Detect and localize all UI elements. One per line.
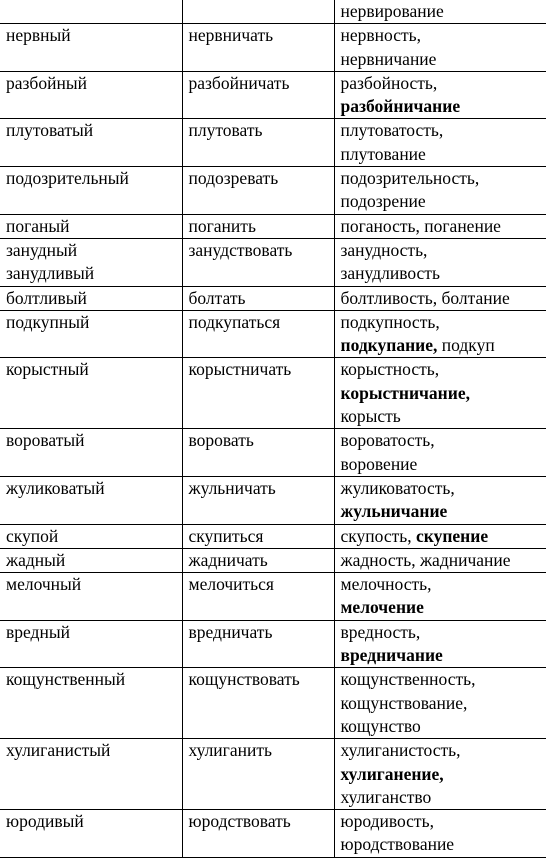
- verb-cell: [182, 620, 334, 668]
- verb-cell-line: поганить: [188, 215, 256, 236]
- adjective-cell: [0, 119, 182, 167]
- verb-cell-line: кощунствовать: [188, 669, 300, 690]
- noun-cell-line: [341, 119, 542, 142]
- noun-cell-line: [341, 477, 542, 500]
- table-row: [0, 71, 546, 119]
- highlighted-noun: корыстничание,: [340, 382, 470, 403]
- adjective-cell: [0, 524, 182, 548]
- noun-cell-line: [341, 358, 542, 381]
- noun-text: поганость, поганение: [340, 215, 501, 236]
- noun-cell-line: [341, 573, 542, 596]
- adjective-cell: [0, 310, 182, 358]
- verb-cell-line: хулиганить: [188, 740, 272, 761]
- verb-cell: [182, 71, 334, 119]
- adjective-cell: [0, 668, 182, 739]
- adjective-cell: [0, 573, 182, 621]
- table-row: [0, 167, 546, 215]
- noun-text: подкуп: [437, 335, 495, 356]
- noun-cell-line: [341, 334, 542, 357]
- noun-cell-line: [341, 239, 542, 262]
- adjective-cell: [0, 0, 182, 24]
- noun-cell-line: [341, 382, 542, 405]
- highlighted-noun: вредничание: [340, 645, 443, 666]
- table-row: [0, 810, 546, 858]
- verb-cell: [182, 810, 334, 858]
- verb-cell-line: жадничать: [188, 549, 268, 570]
- noun-text: занудность,: [340, 239, 428, 260]
- adjective-cell-line: мелочный: [6, 574, 82, 595]
- highlighted-noun: хулиганение,: [340, 763, 444, 784]
- noun-text: жадность, жадничание: [340, 549, 511, 570]
- verb-cell: [182, 429, 334, 477]
- noun-cell-line: [341, 739, 542, 762]
- highlighted-noun: подкупание,: [340, 335, 438, 356]
- verb-cell-line: жульничать: [188, 477, 276, 498]
- noun-cell: [334, 524, 546, 548]
- noun-cell-line: [341, 833, 542, 856]
- adjective-cell: [0, 810, 182, 858]
- noun-cell-line: [341, 24, 542, 47]
- noun-text: плутование: [340, 143, 426, 164]
- verb-cell: [182, 358, 334, 429]
- adjective-cell-line: подозрительный: [6, 168, 129, 189]
- verb-cell-line: юродствовать: [188, 811, 291, 832]
- noun-cell-line: [341, 143, 542, 166]
- noun-cell-line: [341, 48, 542, 71]
- adjective-cell-line: занудный: [6, 239, 78, 260]
- highlighted-noun: скупение: [415, 525, 489, 546]
- verb-cell-line: болтать: [188, 287, 246, 308]
- verb-cell: [182, 524, 334, 548]
- verb-cell-line: вредничать: [188, 621, 273, 642]
- adjective-cell-line: юродивый: [6, 811, 84, 832]
- noun-text: кощунствование,: [340, 692, 468, 713]
- noun-text: болтливость, болтание: [340, 287, 510, 308]
- noun-cell: [334, 358, 546, 429]
- noun-text: вредность,: [340, 621, 421, 642]
- noun-cell: [334, 739, 546, 810]
- noun-text: занудливость: [340, 263, 440, 284]
- adjective-cell: [0, 620, 182, 668]
- noun-text: подозрительность,: [340, 168, 480, 189]
- table-row: [0, 238, 546, 286]
- verb-cell-line: плутовать: [188, 120, 263, 141]
- highlighted-noun: мелочение: [340, 597, 424, 618]
- adjective-cell: [0, 71, 182, 119]
- noun-text: корысть: [340, 406, 401, 427]
- adjective-cell-line: вредный: [6, 621, 70, 642]
- noun-text: мелочность,: [340, 574, 432, 595]
- noun-text: юродствование: [340, 834, 455, 855]
- verb-cell-line: разбойничать: [188, 72, 290, 93]
- verb-cell: [182, 238, 334, 286]
- adjective-cell: [0, 358, 182, 429]
- noun-cell-line: [341, 644, 542, 667]
- adjective-cell-line: занудливый: [6, 263, 95, 284]
- adjective-cell-line: болтливый: [6, 287, 87, 308]
- verb-cell: [182, 119, 334, 167]
- adjective-cell: [0, 24, 182, 72]
- noun-cell-line: [341, 0, 542, 23]
- verb-cell-line: подкупаться: [188, 311, 281, 332]
- noun-cell-line: [341, 549, 542, 572]
- noun-cell-line: [341, 72, 542, 95]
- noun-text: подкупность,: [340, 311, 440, 332]
- noun-cell-line: [341, 810, 542, 833]
- noun-cell-line: [341, 429, 542, 452]
- table-row: [0, 668, 546, 739]
- noun-cell: [334, 620, 546, 668]
- noun-text: нервирование: [340, 1, 444, 21]
- noun-cell: [334, 429, 546, 477]
- adjective-cell-line: разбойный: [6, 72, 87, 93]
- noun-text: юродивость,: [340, 811, 434, 832]
- noun-cell: [334, 668, 546, 739]
- table-row: [0, 358, 546, 429]
- noun-text: кощунство: [340, 715, 421, 736]
- verb-cell-line: воровать: [188, 430, 254, 451]
- noun-cell-line: [341, 95, 542, 118]
- verb-cell-line: скупиться: [188, 525, 264, 546]
- table-row: [0, 739, 546, 810]
- noun-cell: [334, 810, 546, 858]
- adjective-cell: [0, 167, 182, 215]
- noun-cell-line: [341, 167, 542, 190]
- verb-cell: [182, 167, 334, 215]
- table-row: [0, 214, 546, 238]
- noun-text: плутоватость,: [340, 120, 444, 141]
- noun-text: кощунственность,: [340, 669, 476, 690]
- table-row: [0, 429, 546, 477]
- adjective-cell: [0, 286, 182, 310]
- adjective-cell-line: жадный: [6, 549, 66, 570]
- noun-cell-line: [341, 692, 542, 715]
- noun-cell-line: [341, 668, 542, 691]
- noun-text: скупость,: [340, 525, 416, 546]
- noun-cell-line: [341, 621, 542, 644]
- noun-cell: [334, 0, 546, 24]
- adjective-cell: [0, 548, 182, 572]
- adjective-cell-line: хулиганистый: [6, 740, 111, 761]
- adjective-cell: [0, 214, 182, 238]
- verb-cell-line: корыстничать: [188, 359, 292, 380]
- adjective-cell-line: корыстный: [6, 359, 89, 380]
- table-row: [0, 573, 546, 621]
- table-row: [0, 286, 546, 310]
- adjective-cell-line: нервный: [6, 25, 71, 46]
- noun-cell: [334, 310, 546, 358]
- noun-cell: [334, 476, 546, 524]
- adjective-cell-line: подкупный: [6, 311, 90, 332]
- adjective-cell-line: плутоватый: [6, 120, 94, 141]
- noun-text: хулиганство: [340, 786, 432, 807]
- table-row: [0, 548, 546, 572]
- verb-cell: [182, 286, 334, 310]
- noun-cell: [334, 119, 546, 167]
- noun-cell-line: [341, 190, 542, 213]
- adjective-cell-line: вороватый: [6, 430, 85, 451]
- noun-cell: [334, 548, 546, 572]
- highlighted-noun: разбойничание: [340, 96, 461, 117]
- table-row: [0, 310, 546, 358]
- noun-text: воровение: [340, 453, 418, 474]
- noun-cell-line: [341, 596, 542, 619]
- noun-cell: [334, 24, 546, 72]
- noun-text: подозрение: [340, 191, 426, 212]
- adjective-cell: [0, 739, 182, 810]
- verb-cell-line: занудствовать: [188, 239, 293, 260]
- verb-cell: [182, 668, 334, 739]
- noun-cell-line: [341, 525, 542, 548]
- noun-cell-line: [341, 405, 542, 428]
- noun-text: жуликоватость,: [340, 477, 455, 498]
- adjective-cell: [0, 476, 182, 524]
- noun-text: нервничание: [340, 48, 437, 69]
- verb-cell: [182, 476, 334, 524]
- noun-cell: [334, 238, 546, 286]
- noun-cell: [334, 214, 546, 238]
- adjective-cell-line: жуликоватый: [6, 477, 105, 498]
- adjective-cell-line: поганый: [6, 215, 70, 236]
- adjective-cell: [0, 238, 182, 286]
- adjective-cell-line: скупой: [6, 525, 59, 546]
- noun-text: разбойность,: [340, 72, 438, 93]
- verb-cell: [182, 548, 334, 572]
- noun-text: хулиганистость,: [340, 740, 461, 761]
- verb-cell: [182, 0, 334, 24]
- table-row: [0, 119, 546, 167]
- noun-cell-line: [341, 786, 542, 809]
- verb-cell: [182, 310, 334, 358]
- noun-cell-line: [341, 763, 542, 786]
- table-row: [0, 0, 546, 24]
- noun-cell-line: [341, 287, 542, 310]
- noun-text: нервность,: [340, 25, 421, 46]
- adjective-cell: [0, 429, 182, 477]
- noun-text: вороватость,: [340, 430, 435, 451]
- noun-cell-line: [341, 262, 542, 285]
- table-row: [0, 620, 546, 668]
- noun-cell-line: [341, 311, 542, 334]
- verb-cell-line: нервничать: [188, 25, 274, 46]
- noun-cell: [334, 573, 546, 621]
- verb-cell: [182, 739, 334, 810]
- noun-text: корыстность,: [340, 359, 440, 380]
- noun-cell-line: [341, 500, 542, 523]
- noun-cell-line: [341, 715, 542, 738]
- table-row: [0, 476, 546, 524]
- noun-cell: [334, 167, 546, 215]
- noun-cell: [334, 286, 546, 310]
- table-row: [0, 524, 546, 548]
- highlighted-noun: жульничание: [340, 501, 448, 522]
- verb-cell: [182, 573, 334, 621]
- table-row: [0, 24, 546, 72]
- verb-cell: [182, 24, 334, 72]
- adjective-cell-line: кощунственный: [6, 669, 126, 690]
- verb-cell-line: мелочиться: [188, 574, 274, 595]
- noun-cell: [334, 71, 546, 119]
- verb-cell-line: подозревать: [188, 168, 279, 189]
- noun-cell-line: [341, 215, 542, 238]
- verb-cell: [182, 214, 334, 238]
- noun-cell-line: [341, 453, 542, 476]
